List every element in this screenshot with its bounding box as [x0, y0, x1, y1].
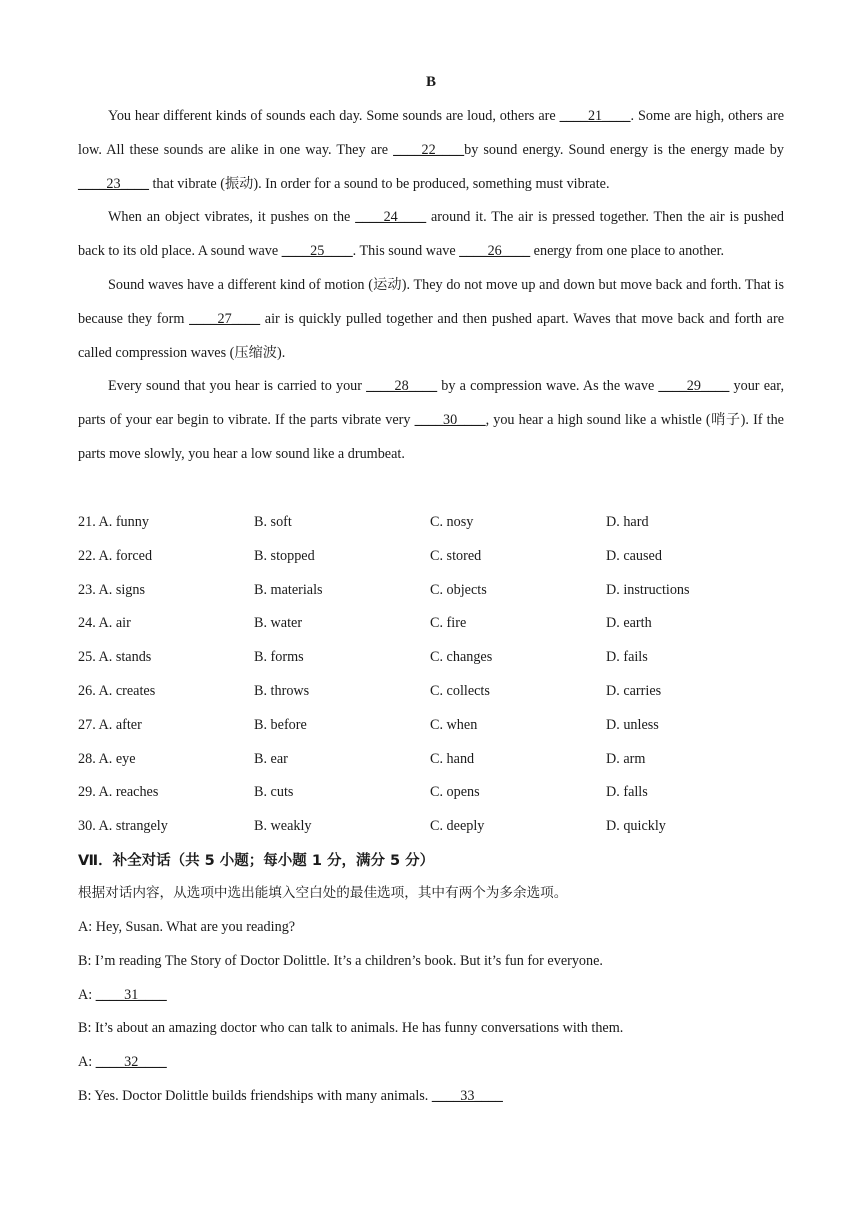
option-b: B. soft	[254, 514, 292, 530]
text-run: . Some are high, others are low. All these sounds are alike in one way. They are	[78, 108, 784, 158]
text-run: by a compression wave. As the wave	[437, 378, 659, 395]
answer-blank: ____33____	[431, 1087, 503, 1104]
dialog	[78, 911, 784, 1114]
option-d: D. quickly	[606, 818, 666, 835]
option-b: B. ear	[254, 750, 288, 767]
option-d: D. hard	[606, 514, 649, 530]
answer-blank: ____29____	[658, 378, 730, 395]
option-a: 22. A. forced	[78, 547, 153, 564]
option-c: C. collects	[430, 682, 490, 699]
option-row	[78, 607, 784, 641]
option-b: B. stopped	[254, 547, 315, 564]
section-letter: B	[425, 74, 436, 90]
option-d: D. carries	[606, 682, 662, 699]
option-a: 24. A. air	[78, 615, 131, 632]
dialog-line	[78, 1046, 784, 1080]
option-b: B. cuts	[254, 784, 294, 801]
option-row	[78, 709, 784, 743]
text-run: . This sound wave	[352, 243, 460, 260]
option-a: 26. A. creates	[78, 682, 156, 699]
text-run: Every sound that you hear is carried to your	[108, 378, 367, 395]
option-d: D. falls	[606, 784, 648, 801]
option-d: D. earth	[606, 615, 652, 632]
text-run: When an object vibrates, it pushes on the	[108, 209, 356, 226]
text-run: air is quickly pulled together and then pushed apart. Waves that move back and forth are called compression waves (压缩波).	[78, 310, 784, 361]
cloze-passage	[78, 100, 784, 472]
option-c: C. when	[430, 716, 478, 733]
answer-blank: ____24____	[355, 209, 427, 226]
option-a: 30. A. strangely	[78, 818, 168, 835]
passage-paragraph	[78, 100, 784, 201]
dialog-line	[78, 1080, 784, 1114]
answer-blank: ____28____	[366, 378, 438, 395]
dialog-line	[78, 911, 784, 945]
option-c: C. opens	[430, 784, 480, 801]
option-row	[78, 540, 784, 574]
option-row	[78, 743, 784, 777]
section-instruction: 根据对话内容，从选项中选出能填入空白处的最佳选项，其中有两个为多余选项。	[78, 885, 568, 901]
answer-blank: ____22____	[393, 141, 465, 158]
option-c: C. fire	[430, 615, 467, 632]
option-d: D. fails	[606, 649, 648, 666]
cloze-options	[78, 506, 784, 844]
text-run: Sound waves have a different kind of motion (运动). They do not move up and down but move back and forth. That is because they form	[78, 276, 784, 327]
text-run: energy from one place to another.	[530, 243, 725, 260]
option-b: B. weakly	[254, 818, 312, 835]
answer-blank: ____30____	[414, 412, 486, 429]
option-d: D. arm	[606, 750, 646, 767]
text-run: your ear, parts of your ear begin to vibrate. If the parts vibrate very	[78, 378, 784, 429]
answer-blank: ____23____	[78, 175, 149, 192]
option-a: 25. A. stands	[78, 649, 152, 666]
option-a: 28. A. eye	[78, 750, 136, 767]
answer-blank: ____31____	[95, 986, 167, 1003]
text-run: B: It’s about an amazing doctor who can talk to animals. He has funny conversations with them.	[78, 1020, 624, 1037]
text-run: A: Hey, Susan. What are you reading?	[78, 919, 296, 935]
dialog-line	[78, 945, 784, 979]
option-row	[78, 506, 784, 540]
option-c: C. changes	[430, 649, 493, 666]
option-b: B. throws	[254, 682, 310, 699]
text-run: B: Yes. Doctor Dolittle builds friendships with many animals.	[78, 1087, 432, 1104]
option-row	[78, 641, 784, 675]
option-d: D. instructions	[606, 581, 690, 598]
option-a: 21. A. funny	[78, 514, 149, 530]
answer-blank: ____32____	[95, 1054, 167, 1071]
option-c: C. deeply	[430, 818, 485, 835]
text-run: by sound energy. Sound energy is the energy made by	[464, 141, 784, 158]
text-run: A:	[78, 1054, 96, 1071]
text-run: , you hear a high sound like a whistle (哨子). If the parts move slowly, you hear a low sound like a drumbeat.	[78, 412, 784, 462]
option-row	[78, 675, 784, 709]
answer-blank: ____21____	[559, 108, 631, 124]
option-d: D. unless	[606, 716, 659, 733]
text-run: You hear different kinds of sounds each day. Some sounds are loud, others are	[108, 108, 560, 124]
text-run: A:	[78, 986, 96, 1003]
text-run: that vibrate (振动). In order for a sound to be produced, something must vibrate.	[148, 175, 610, 192]
option-row	[78, 776, 784, 810]
answer-blank: ____25____	[281, 243, 353, 260]
option-c: C. objects	[430, 581, 487, 598]
answer-blank: ____27____	[189, 310, 261, 327]
option-b: B. forms	[254, 649, 304, 666]
text-run: around it. The air is pressed together. Then the air is pushed back to its old place. A sound wave	[78, 209, 784, 260]
option-b: B. before	[254, 716, 307, 733]
option-b: B. materials	[254, 581, 323, 598]
passage-paragraph	[78, 201, 784, 269]
answer-blank: ____26____	[459, 243, 531, 260]
passage-paragraph	[78, 269, 784, 370]
option-b: B. water	[254, 615, 303, 632]
option-a: 23. A. signs	[78, 581, 146, 598]
option-row	[78, 810, 784, 844]
option-row	[78, 574, 784, 608]
option-d: D. caused	[606, 547, 662, 564]
dialog-line	[78, 979, 784, 1013]
section-heading: Ⅶ．补全对话（共 5 小题；每小题 1 分，满分 5 分）	[78, 853, 435, 869]
passage-paragraph	[78, 370, 784, 471]
option-a: 29. A. reaches	[78, 784, 159, 801]
option-c: C. nosy	[430, 514, 474, 530]
text-run: B: I’m reading The Story of Doctor Dolittle. It’s a children’s book. But it’s fun for everyone.	[78, 952, 603, 969]
option-c: C. stored	[430, 547, 482, 564]
dialog-line	[78, 1012, 784, 1046]
option-a: 27. A. after	[78, 716, 142, 733]
option-c: C. hand	[430, 750, 475, 767]
